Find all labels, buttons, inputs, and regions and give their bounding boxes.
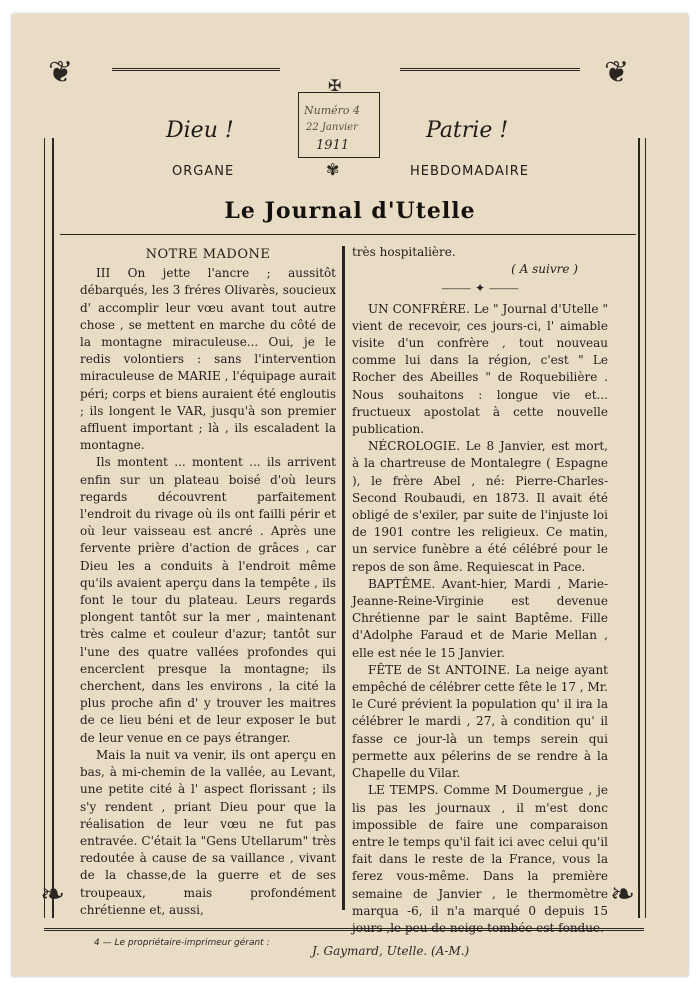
subtitle-right: HEBDOMADAIRE	[410, 164, 530, 179]
section-ornament: ⸻ ✦ ⸻	[441, 281, 519, 296]
article-heading: NOTRE MADONE	[145, 247, 271, 262]
subtitle-left: ORGANE	[172, 164, 235, 179]
corner-ornament-icon: ❦	[48, 55, 74, 90]
floral-ornament-icon: ✾	[326, 160, 340, 179]
left-column	[80, 246, 336, 919]
stamp-number: Numéro 4	[304, 104, 361, 117]
corner-ornament-icon: ❧	[40, 877, 66, 912]
stamp-date: 22 Janvier	[306, 122, 358, 133]
news-item: UN CONFRÈRE. Le " Journal d'Utelle " vient de recevoir, ces jours-ci, l' aimable visite d'un confrère , tout nouveau comme lui dans la région, c'est " Le Rocher des Abeilles " de Roquebilière . Nous souhaitons : longue vie et... fructueux apostolat à cette nouvelle publication.	[352, 301, 608, 437]
article-paragraph: III On jette l'ancre ; aussitôt débarqués, les 3 fréres Olivarès, soucieux d' accomplir leur vœu avant tout autre chose , se mettent en marche du côté de la montagne miraculeuse... Oui, je le redis volontiers : sans l'intervention miraculeuse de MARIE , l'équipage aurait péri; corps et biens auraient été engloutis ; ils longent le VAR, jusqu'à son premier affluent important ; là , ils escaladent la montagne.	[80, 266, 336, 453]
right-column	[352, 244, 608, 937]
article-paragraph: Ils montent ... montent ... ils arrivent enfin sur un plateau boisé d'où leurs regards découvrent parfaitement l'endroit du rivage où ils ont failli périr et où leur vaisseau est ancré . Après une fervente prière d'action de grâces , car Dieu les a conduits à l'endroit même qu'ils avaient aperçu dans la tempête , ils font le tour du plateau. Leurs regards plongent tantôt sur la mer , maintenant très calme et couleur d'azur; tantôt sur l'une des quatre vallées profondes qui encerclent presque la montagne; ils cherchent, dans les environs , la cité la plus proche afin d' y trouver les maitres de ce lieu béni et de leur exposer le but de leur venue en ce pays étranger.	[80, 455, 336, 745]
top-rule-left	[112, 68, 280, 71]
top-rule-right	[400, 68, 580, 71]
column-divider	[342, 246, 345, 910]
news-item: FÊTE de St ANTOINE. La neige ayant empêché de célébrer cette fête le 17 , Mr. le Curé prévient la population qu' il ira la célébrer le mardi , 27, à condition qu' il fasse ce jour-là un temps serein qui permette aux pélerins de se rendre à la Chapelle du Vilar.	[352, 662, 608, 781]
motto-right: Patrie !	[426, 118, 509, 143]
news-item: NÉCROLOGIE. Le 8 Janvier, est mort, à la chartreuse de Montalegre ( Espagne ), le frère Abel , né: Pierre-Charles-Second Roubaudi, en 1873. Il avait été obligé de s'exiler, par suite de l'injuste loi de 1901 contre les religieux. Ce matin, un service funèbre a été célébré pour le repos de son âme. Requiescat in Pace.	[352, 439, 608, 574]
news-item: LE TEMPS. Comme M Doumergue , je lis pas les journaux , il m'est donc impossible de faire une comparaison entre le temps qu'il fait ici avec celui qu'il fait dans le reste de la France, vous la ferez vous-même. Dans la première semaine de Janvier , le thermomètre marqua -6, il n'a marqué 0 depuis 15 jours ,le peu de neige tombée est fondue.	[352, 783, 608, 935]
to-be-continued: ( A suivre )	[511, 262, 578, 277]
article-paragraph: Mais la nuit va venir, ils ont aperçu en bas, à mi-chemin de la vallée, au Levant, une petite cité à l' aspect florissant ; ils s'y rendent , priant Dieu pour que la réalisation de leur vœu ne fut pas entravée. C'était la "Gens Utellarum" très redoutée à cause de sa vaillance , vivant de la chasse,de la guerre et de ses troupeaux, mais profondément chrétienne et, aussi,	[80, 747, 336, 917]
footer-printer-name: J. Gaymard, Utelle. (A-M.)	[312, 944, 470, 958]
article-continuation: très hospitalière.	[352, 245, 456, 259]
corner-ornament-icon: ❦	[604, 55, 630, 90]
masthead-rule	[60, 234, 636, 235]
masthead-title: Le Journal d'Utelle	[224, 198, 476, 224]
footer-printer-label: 4 — Le propriétaire-imprimeur gérant :	[94, 938, 270, 948]
corner-ornament-icon: ❧	[610, 877, 636, 912]
issue-stamp	[290, 76, 386, 180]
cross-ornament-icon: ✠	[328, 76, 342, 95]
motto-left: Dieu !	[166, 118, 234, 143]
stamp-year: 1911	[316, 138, 350, 153]
news-item: BAPTÊME. Avant-hier, Mardi , Marie-Jeanne-Reine-Virginie est devenue Chrétienne par le saint Baptême. Fille d'Adolphe Faraud et de Marie Mellan , elle est née le 15 Janvier.	[352, 576, 608, 660]
